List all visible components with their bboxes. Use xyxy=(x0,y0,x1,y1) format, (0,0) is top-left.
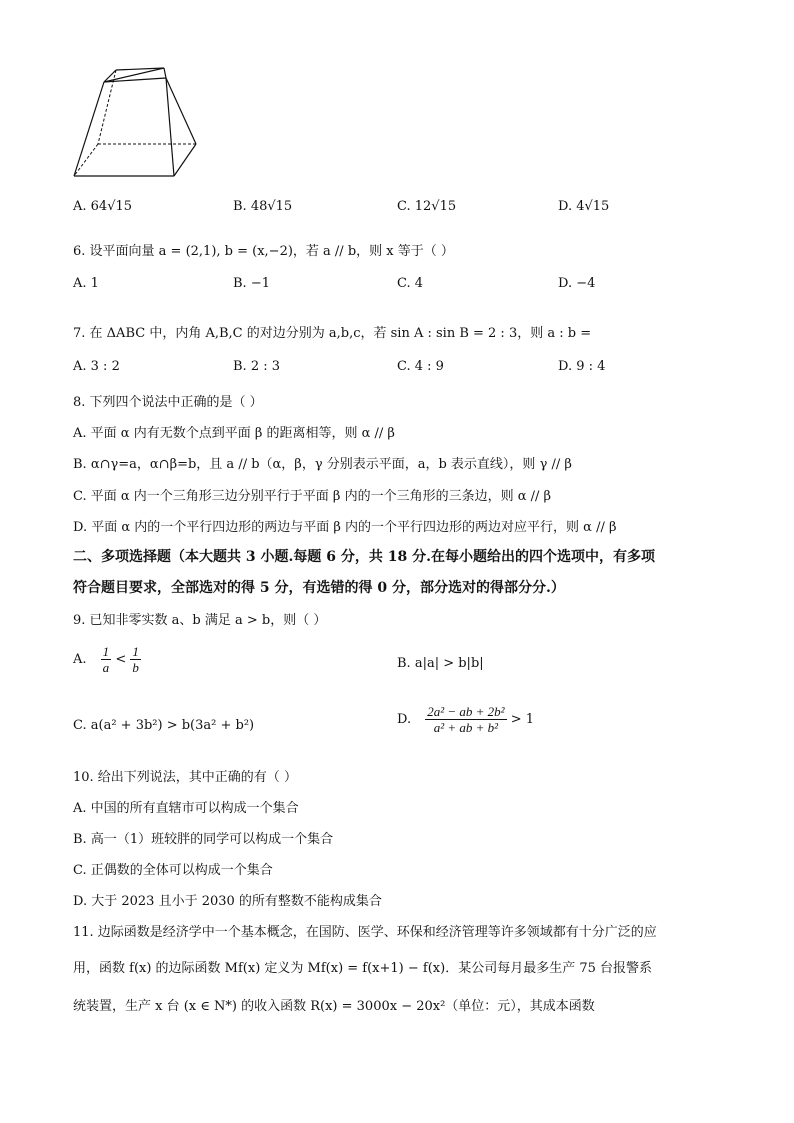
q7-option-c: C. 4 : 9 xyxy=(397,359,444,374)
q9-option-a-label: A. xyxy=(73,652,87,667)
q9-option-d xyxy=(397,704,534,735)
q10-stem: 10. 给出下列说法，其中正确的有（ ） xyxy=(73,770,297,785)
frustum-figure xyxy=(66,64,206,184)
q7-option-d: D. 9 : 4 xyxy=(558,359,606,374)
q10-option-d: D. 大于 2023 且小于 2030 的所有整数不能构成集合 xyxy=(73,894,382,909)
q9-frac2-numerator: 1 xyxy=(132,644,139,659)
section2-heading-line1: 二、多项选择题（本大题共 3 小题.每题 6 分，共 18 分.在每小题给出的四个选项中，有多项 xyxy=(73,549,655,565)
q10-option-a: A. 中国的所有直辖市可以构成一个集合 xyxy=(73,801,299,816)
q9-option-d-label: D. xyxy=(397,712,412,727)
q9-stem: 9. 已知非零实数 a、b 满足 a > b，则（ ） xyxy=(73,613,327,628)
q11-line3: 统装置，生产 x 台 (x ∈ N*) 的收入函数 R(x) = 3000x − 20x²（单位：元），其成本函数 xyxy=(73,999,595,1014)
q8-option-d: D. 平面 α 内的一个平行四边形的两边与平面 β 内的一个平行四边形的两边对应平行，则 α // β xyxy=(73,520,617,535)
q6-option-b: B. −1 xyxy=(233,276,270,291)
q9-option-c: C. a(a² + 3b²) > b(3a² + b²) xyxy=(73,718,255,733)
q9-option-d-numerator: 2a² − ab + 2b² xyxy=(427,704,505,719)
q6-stem: 6. 设平面向量 a = (2,1), b = (x,−2)，若 a // b，则 x 等于（ ） xyxy=(73,244,454,259)
q9-option-a-lt: < xyxy=(115,652,127,667)
q10-option-c: C. 正偶数的全体可以构成一个集合 xyxy=(73,863,273,878)
q11-line2: 用，函数 f(x) 的边际函数 Mf(x) 定义为 Mf(x) = f(x+1) − f(x)．某公司每月最多生产 75 台报警系 xyxy=(73,961,653,976)
q7-option-a: A. 3 : 2 xyxy=(73,359,120,374)
q6-option-d: D. −4 xyxy=(558,276,596,291)
q9-option-b: B. a|a| > b|b| xyxy=(397,656,484,671)
q9-option-a-frac1 xyxy=(101,644,112,675)
q8-stem: 8. 下列四个说法中正确的是（ ） xyxy=(73,395,263,410)
q5-option-d: D. 4√15 xyxy=(558,199,610,214)
section2-heading-line2: 符合题目要求，全部选对的得 5 分，有选错的得 0 分，部分选对的得部分分.） xyxy=(73,580,565,596)
q5-option-b: B. 48√15 xyxy=(233,199,293,214)
q8-option-a: A. 平面 α 内有无数个点到平面 β 的距离相等，则 α // β xyxy=(73,426,395,441)
q10-option-b: B. 高一（1）班较胖的同学可以构成一个集合 xyxy=(73,832,334,847)
q5-option-c: C. 12√15 xyxy=(397,199,457,214)
q8-option-b: B. α∩γ=a，α∩β=b，且 a // b（α，β，γ 分别表示平面，a，b 表示直线），则 γ // β xyxy=(73,457,572,472)
q9-frac1-numerator: 1 xyxy=(102,644,110,659)
q6-option-c: C. 4 xyxy=(397,276,424,291)
q9-frac1-denominator: a xyxy=(102,660,110,675)
q11-line1: 11. 边际函数是经济学中一个基本概念，在国防、医学、环保和经济管理等许多领域都有十分广泛的应 xyxy=(73,925,657,940)
q6-option-a: A. 1 xyxy=(73,276,99,291)
q5-option-a: A. 64√15 xyxy=(73,199,133,214)
q9-option-d-frac xyxy=(425,704,506,735)
q8-option-c: C. 平面 α 内一个三角形三边分别平行于平面 β 内的一个三角形的三条边，则 α // β xyxy=(73,489,552,504)
q9-frac2-denominator: b xyxy=(132,660,139,675)
q7-option-b: B. 2 : 3 xyxy=(233,359,281,374)
q7-stem: 7. 在 ΔABC 中，内角 A,B,C 的对边分别为 a,b,c，若 sin A : sin B = 2 : 3，则 a : b = xyxy=(73,326,592,341)
q9-option-d-denominator: a² + ab + b² xyxy=(433,720,499,735)
q9-option-a-frac2 xyxy=(130,644,141,675)
q9-option-a xyxy=(73,644,141,675)
q9-option-d-tail: > 1 xyxy=(510,712,535,727)
